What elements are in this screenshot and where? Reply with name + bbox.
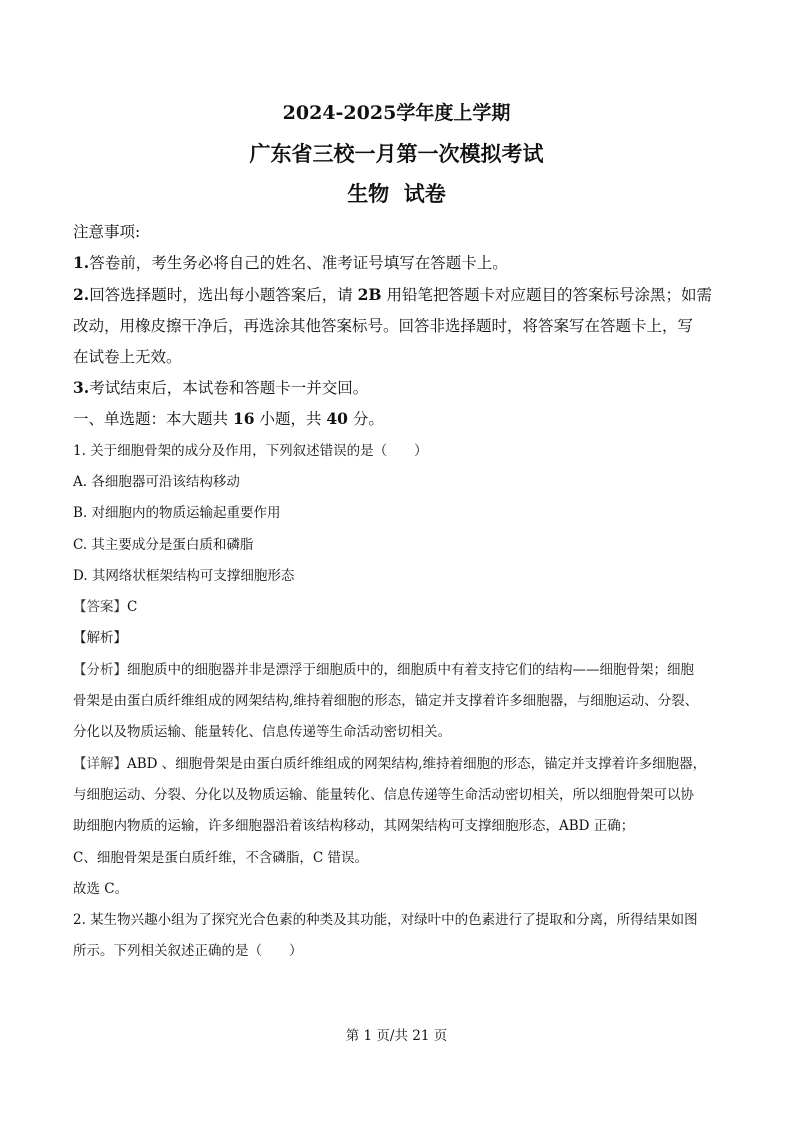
section-text-b: 小题，共	[254, 410, 327, 428]
question-1-analysis-tag: 【解析】	[73, 630, 127, 646]
question-1-xiangjie-line-4: C、细胞骨架是蛋白质纤维，不含磷脂，C 错误。	[73, 850, 368, 866]
question-1-xiangjie-line-1	[73, 752, 706, 772]
xiangjie-tag: 【详解】	[73, 756, 127, 772]
question-1-fenxi-line-3: 分化以及物质运输、能量转化、信息传递等生命活动密切相关。	[73, 724, 451, 740]
question-1-xiangjie-line-3: 助细胞内物质的运输，许多细胞器沿着该结构移动，其网架结构可支撑细胞形态，ABD 正确；	[73, 818, 635, 834]
notice-item-3	[73, 376, 368, 398]
question-1-fenxi-line-1	[73, 658, 694, 678]
section-question-count: 16	[232, 409, 255, 428]
question-1-option-c: C. 其主要成分是蛋白质和磷脂	[73, 537, 254, 553]
question-1-stem: 1. 关于细胞骨架的成分及作用，下列叙述错误的是（ ）	[73, 443, 428, 459]
notice-item-3-text: 考试结束后，本试卷和答题卡一并交回。	[89, 379, 369, 397]
question-2-stem-line-1: 2. 某生物兴趣小组为了探究光合色素的种类及其功能，对绿叶中的色素进行了提取和分离，所得结果如图	[73, 912, 698, 928]
question-1-option-a: A. 各细胞器可沿该结构移动	[73, 474, 240, 490]
question-1-option-d: D. 其网络状框架结构可支撑细胞形态	[73, 568, 295, 584]
notice-item-3-num: 3.	[73, 378, 90, 397]
notice-item-2-num: 2.	[73, 285, 90, 304]
year-range: 2024-2025	[282, 102, 397, 124]
question-1-answer	[73, 595, 137, 615]
section-total-score: 40	[326, 409, 348, 428]
xiangjie-text-1: ABD 、细胞骨架是由蛋白质纤维组成的网架结构,维持着细胞的形态，锚定并支撑着许多细胞器，	[127, 756, 707, 772]
answer-tag: 【答案】	[73, 599, 127, 615]
question-2-stem-line-2: 所示。下列相关叙述正确的是（ ）	[73, 943, 303, 959]
section-text-a: 一、单选题：本大题共	[73, 410, 233, 428]
question-1-fenxi-line-2: 骨架是由蛋白质纤维组成的网架结构,维持着细胞的形态，锚定并支撑着许多细胞器，与细胞运动、分裂、	[73, 693, 699, 709]
notice-item-2-line-1	[73, 283, 712, 305]
page-number: 第 1 页/共 21 页	[345, 1028, 448, 1044]
notice-title: 注意事项:	[73, 223, 141, 241]
notice-item-2-pencil: 2B	[357, 285, 382, 304]
fenxi-text-1: 细胞质中的细胞器并非是漂浮于细胞质中的，细胞质中有着支持它们的结构——细胞骨架；细胞	[127, 662, 694, 678]
notice-item-2-line-2: 改动，用橡皮擦干净后，再选涂其他答案标号。回答非选择题时，将答案写在答题卡上，写	[73, 317, 694, 335]
school-year-title	[0, 98, 793, 125]
question-1-conclusion: 故选 C。	[73, 881, 129, 897]
notice-item-2-text-a: 回答选择题时，选出每小题答案后，请	[89, 286, 358, 304]
notice-item-1	[73, 251, 508, 273]
fenxi-tag: 【分析】	[73, 662, 127, 678]
question-1-option-b: B. 对细胞内的物质运输起重要作用	[73, 505, 281, 521]
question-1-xiangjie-line-2: 与细胞运动、分裂、分化以及物质运输、能量转化、信息传递等生命活动密切相关，所以细胞骨架可以协	[73, 787, 694, 803]
answer-value: C	[127, 599, 138, 615]
exam-title: 广东省三校一月第一次模拟考试	[249, 141, 544, 166]
notice-item-1-text: 答卷前，考生务必将自己的姓名、准考证号填写在答题卡上。	[89, 254, 508, 272]
notice-item-2-line-3: 在试卷上无效。	[73, 348, 182, 366]
section-heading	[73, 407, 384, 429]
section-text-c: 分。	[347, 410, 384, 428]
notice-item-1-num: 1.	[73, 253, 90, 272]
notice-item-2-text-b: 用铅笔把答题卡对应题目的答案标号涂黑；如需	[381, 286, 712, 304]
year-suffix: 学年度上学期	[396, 102, 511, 124]
subject-title: 生物 试卷	[347, 181, 446, 206]
